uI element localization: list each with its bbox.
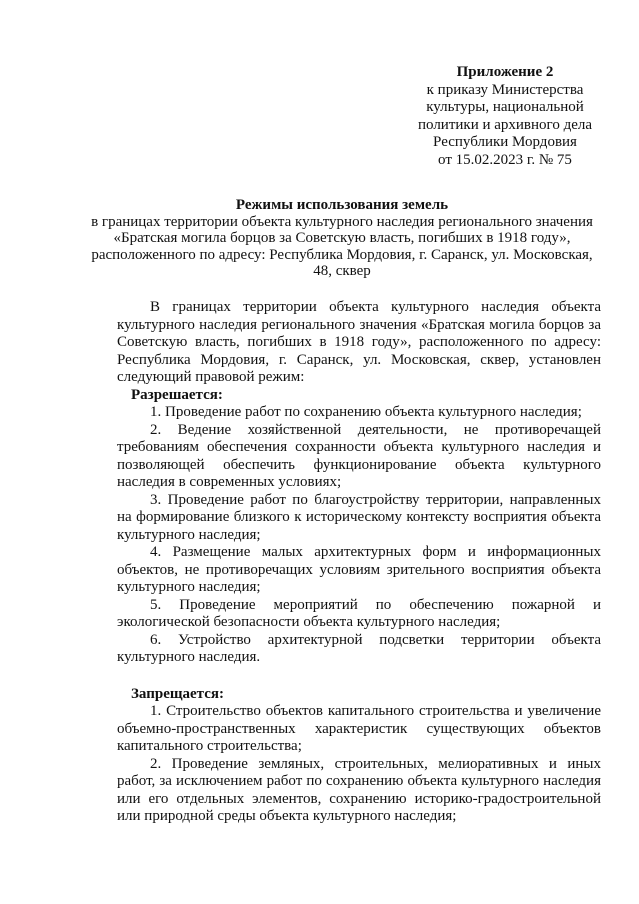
allowed-item: 1. Проведение работ по сохранению объекта культурного наследия; bbox=[150, 404, 582, 420]
allowed-item: 2. Ведение хозяйственной деятельности, не противоречащей требованиям обеспечения сохранности объекта культурного наследия и позволяющей обеспечить функционирование объекта культурного наследия в современных условиях; bbox=[117, 421, 601, 490]
appendix-title: Приложение 2 bbox=[456, 64, 554, 80]
document-heading bbox=[82, 197, 602, 280]
forbidden-item: 1. Строительство объектов капитального строительства и увеличение объемно-пространственных характеристик существующих объектов капитального строительства; bbox=[117, 703, 601, 754]
document-body bbox=[117, 299, 601, 826]
allowed-item: 6. Устройство архитектурной подсветки территории объекта культурного наследия. bbox=[117, 631, 601, 665]
intro-paragraph: В границах территории объекта культурного наследия объекта культурного наследия регионального значения «Братская могила борцов за Советскую власть, погибших в 1918 году», расположенного по адресу: Республика Мордовия, г. Саранск, ул. Московская, сквер, установлен следующий правовой режим: bbox=[117, 299, 601, 385]
forbidden-item: 2. Проведение земляных, строительных, мелиоративных и иных работ, за исключением работ по сохранению объекта культурного наследия или его отдельных элементов, сохранению историко-градостроительной или природной среды объекта культурного наследия; bbox=[117, 755, 601, 824]
appendix-line: Республики Мордовия bbox=[433, 134, 577, 150]
document-subtitle: в границах территории объекта культурного наследия регионального значения «Братская могила борцов за Советскую власть, погибших в 1918 году», расположенного по адресу: Республика Мордовия, г. Саранск, ул. Московская, 48, сквер bbox=[91, 213, 593, 279]
allowed-item: 4. Размещение малых архитектурных форм и информационных объектов, не противоречащих условиям зрительного восприятия объекта культурного наследия; bbox=[117, 544, 601, 595]
allowed-item: 3. Проведение работ по благоустройству территории, направленных на формирование близкого к историческому контексту восприятия объекта культурного наследия; bbox=[117, 491, 601, 543]
appendix-line: к приказу Министерства bbox=[426, 81, 584, 98]
appendix-line: от 15.02.2023 г. № 75 bbox=[438, 151, 572, 168]
allowed-label: Разрешается: bbox=[131, 386, 223, 403]
appendix-line: культуры, национальной bbox=[426, 99, 584, 115]
section-gap bbox=[117, 667, 601, 686]
document-title: Режимы использования земель bbox=[235, 197, 449, 213]
forbidden-label: Запрещается: bbox=[131, 685, 225, 702]
allowed-item: 5. Проведение мероприятий по обеспечению пожарной и экологической безопасности объекта культурного наследия; bbox=[117, 596, 601, 630]
appendix-line: политики и архивного дела bbox=[417, 116, 593, 133]
appendix-block bbox=[400, 64, 610, 169]
